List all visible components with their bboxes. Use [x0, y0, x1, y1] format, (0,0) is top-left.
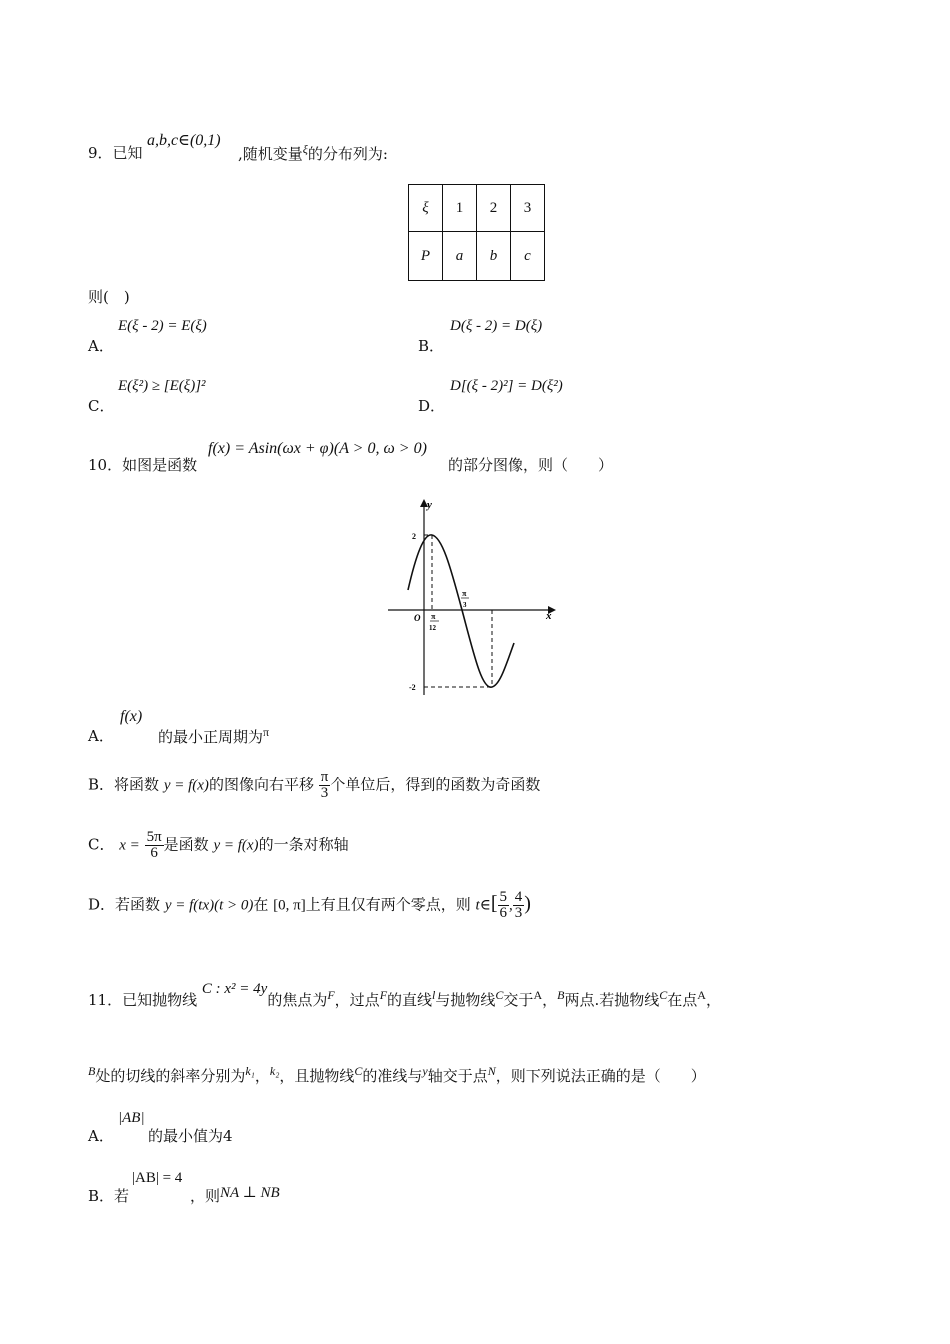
q10-option-c[interactable]: C． x = $\frac{5\pi}{6}$ 是函数 y = f(x)的一条对称轴	[88, 829, 349, 861]
table-row	[409, 232, 545, 281]
q9-option-d-math: D[(ξ - 2)²] = D(ξ²)	[450, 378, 563, 394]
q11-option-b-text: ，则NA ⊥ NB	[190, 1185, 280, 1205]
fraction-5pi-6: $\frac{5\pi}{6}$	[146, 829, 162, 861]
x-axis-label: x	[546, 610, 552, 622]
table-cell: 3	[511, 185, 545, 232]
table-cell: 1	[443, 185, 477, 232]
table-cell: P	[409, 232, 443, 281]
origin-label: O	[414, 613, 421, 623]
q9-option-c[interactable]: C．	[88, 397, 115, 415]
q9-ask: 则( )	[88, 288, 130, 306]
q10-stem-tail: 的部分图像，则（ ）	[448, 456, 614, 474]
q9-stem: 9．已知	[88, 144, 143, 162]
tick-label-pi3-den: 3	[463, 601, 467, 609]
q10-stem: 10．如图是函数	[88, 456, 198, 474]
q11-option-a[interactable]: A．	[88, 1127, 114, 1145]
q9-option-a[interactable]: A．	[88, 337, 114, 355]
q9-option-b-math: D(ξ - 2) = D(ξ)	[450, 318, 543, 334]
table-cell: ξ	[409, 185, 443, 232]
q11-stem-line2: $^B$处的切线的斜率分别为$^{k_1}$，$^{k_2}$，且抛物线$^C$的准线与$^y$轴交于点$^N$，则下列说法正确的是（ ）	[88, 1064, 706, 1085]
q10-option-a-math: f(x)	[120, 708, 143, 725]
q11-option-a-text: 的最小值为4	[148, 1127, 233, 1145]
table-cell: c	[511, 232, 545, 281]
q10-option-a[interactable]: A．	[88, 727, 114, 745]
y-min-label: -2	[409, 683, 416, 692]
q11-stem-line1: 11．已知抛物线 C : x² = 4y的焦点为$^F$，过点$^F$的直线$^l$与抛物线$^C$交于$^A$，$^B$两点.若抛物线$^C$在点$^A$，	[88, 981, 721, 1009]
q9-condition: a,b,c∈(0,1)	[147, 132, 221, 149]
fraction-pi-3: $\frac{\pi}{3}$	[320, 769, 329, 801]
q10-option-a-text: 的最小正周期为$^\pi$	[158, 725, 270, 746]
table-cell: b	[477, 232, 511, 281]
q9-stem-mid: ,随机变量$^\xi$的分布列为:	[238, 142, 388, 163]
table-row	[409, 185, 545, 232]
fraction-4-3: $\frac{4}{3}$	[514, 889, 523, 921]
fraction-5-6: $\frac{5}{6}$	[499, 889, 507, 921]
q10-function: f(x) = Asin(ωx + φ)(A > 0, ω > 0)	[208, 440, 427, 457]
y-max-label: 2	[412, 532, 416, 541]
tick-label-pi3-num: π	[462, 589, 467, 598]
q11-option-a-math: |AB|	[118, 1110, 145, 1126]
distribution-table	[408, 184, 545, 281]
q11-option-b-math: |AB| = 4	[132, 1170, 183, 1186]
q9-option-a-math: E(ξ - 2) = E(ξ)	[118, 318, 207, 334]
q9-option-c-math: E(ξ²) ≥ [E(ξ)]²	[118, 378, 206, 394]
table-cell: a	[443, 232, 477, 281]
table-cell: 2	[477, 185, 511, 232]
y-axis-label: y	[427, 499, 432, 511]
q10-option-b[interactable]: B．将函数 y = f(x)的图像向右平移 $\frac{\pi}{3}$ 个单位后，得到的函数为奇函数	[88, 769, 541, 801]
sine-graph	[380, 495, 560, 700]
q11-option-b[interactable]: B．若	[88, 1187, 130, 1205]
q9-option-d[interactable]: D．	[418, 397, 446, 415]
tick-label-pi12-den: 12	[429, 624, 436, 632]
q9-option-b[interactable]: B．	[418, 337, 445, 355]
tick-label-pi12-num: π	[431, 612, 436, 621]
q10-option-d[interactable]: D．若函数 y = f(tx)(t > 0)在 [0, π]上有且仅有两个零点，则 t∈[ $\frac{5}{6}$ , $\frac{4}{3}$ )	[88, 889, 531, 921]
